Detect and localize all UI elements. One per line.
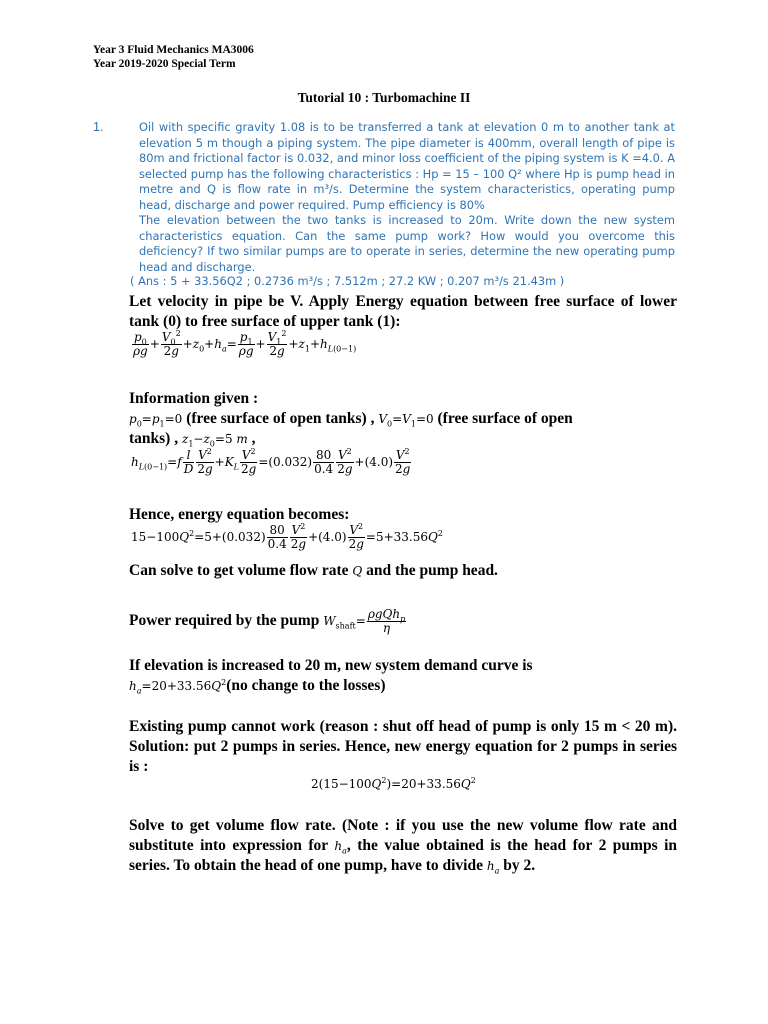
- eq-elevation: $z_1-z_0=5$ m: [181, 432, 248, 449]
- series-equation: $2(15-100Q^2)=20+33.56Q^2$: [311, 776, 476, 791]
- can-solve-line: [129, 561, 677, 581]
- question-paragraph-1: Oil with specific gravity 1.08 is to be transferred a tank at elevation 0 m to another tank at elevation 5 m though a piping system. The pipe diameter is 400mm, overall length of pipe is 80m and frictional factor is 0.032, and minor loss coefficient of the piping system is K =4.0. A selected pump has the following characteristics : Hp = 15 – 100 Q² where Hp is pump head in metre and Q is flow rate in m³/s. Determine the system characteristics, operating pump head, discharge and power required. Pump efficiency is 80%: [139, 120, 675, 212]
- solution-intro: Let velocity in pipe be V. Apply Energy equation between free surface of lower tank (0) to free surface of upper tank (1):: [129, 293, 677, 330]
- question-paragraph-2: The elevation between the two tanks is increased to 20m. Write down the new system characteristics equation. Can the same pump work? How would you overcome this deficiency? If two similar pumps are to operate in series, determine the new operating pump head and discharge.: [139, 213, 675, 274]
- info-line-2-text: tanks) ,: [129, 430, 179, 447]
- power-equation: $W_{shaft}=$ $\frac{\rho gQh_p}{\eta}$: [323, 607, 406, 635]
- info-line-2-end: ,: [251, 430, 256, 447]
- course-header: Year 3 Fluid Mechanics MA3006: [93, 44, 254, 56]
- ha-symbol-1: $h_a$: [334, 839, 347, 856]
- info-heading: Information given :: [129, 390, 259, 407]
- existing-pump-text: Existing pump cannot work (reason : shut off head of pump is only 15 m < 20 m). Solution: put 2 pumps in series. Hence, new energy equation for 2 pumps in series is :: [129, 718, 677, 775]
- head-loss-equation: $h_{L(0-1)}=f$ $\frac{l}{D}$ $\frac{V^2}{2g}$ $+K_L$ $\frac{V^2}{2g}$ =(0.032) $\frac{80}{0.4}$ $\frac{V^2}{2g}$ +(4.0) $\frac{V^2}{2g}$: [131, 447, 411, 476]
- elevation-text: If elevation is increased to 20 m, new system demand curve is: [129, 657, 533, 674]
- hence-text: Hence, energy equation becomes:: [129, 506, 350, 523]
- page-title: Tutorial 10 : Turbomachine II: [297, 90, 471, 105]
- info-line-1-a: (free surface of open tanks) ,: [186, 410, 375, 427]
- ha-symbol-2: $h_a$: [486, 859, 500, 876]
- q-symbol: Q: [352, 564, 363, 578]
- can-solve-text: Can solve to get volume flow rate: [129, 562, 349, 579]
- energy-equation: $\frac{p_0}{\rho g}$ + $\frac{V_0^2}{2g}$ $+z_0+h_a=$ $\frac{p_1}{\rho g}$ + $\frac{V_1^2}{2g}$ $+z_1+h_{L(0-1)}$: [133, 329, 357, 358]
- final-text-b: , the value obtained is the head for 2 pumps in series. To obtain the head of one pump, have to divide: [129, 837, 678, 874]
- power-text: Power required by the pump: [129, 612, 320, 629]
- eq-pressure: $p_0=p_1=0$: [129, 412, 183, 429]
- final-paragraph: [129, 816, 677, 876]
- info-line-1: [129, 409, 677, 429]
- new-demand-line: [129, 676, 677, 696]
- info-line-2: [129, 429, 677, 449]
- question-text: [139, 120, 675, 275]
- can-solve-end: and the pump head.: [366, 562, 498, 579]
- final-text-c: by 2.: [503, 857, 536, 874]
- eq-velocity: $V_0=V_1=0$: [378, 412, 434, 429]
- power-line: [129, 608, 677, 635]
- term-header: Year 2019-2020 Special Term: [93, 58, 236, 70]
- question-number: 1.: [93, 120, 104, 134]
- new-demand-note: (no change to the losses): [226, 677, 386, 694]
- answer-line: ( Ans : 5 + 33.56Q2 ; 0.2736 m³/s ; 7.512m ; 27.2 KW ; 0.207 m³/s 21.43m ): [130, 274, 565, 288]
- system-equation: $15-100Q^2=5+(0.032)$ $\frac{80}{0.4}$ $\frac{V^2}{2g}$ +(4.0) $\frac{V^2}{2g}$ $=5+33.56Q^2$: [131, 522, 443, 551]
- info-line-1-b: (free surface of open: [437, 410, 573, 427]
- new-demand-equation: $h_a=20+33.56Q^2$: [129, 678, 227, 696]
- final-text-a: Solve to get volume flow rate. (Note : if you use the new volume flow rate and substitute into expression for: [129, 817, 677, 854]
